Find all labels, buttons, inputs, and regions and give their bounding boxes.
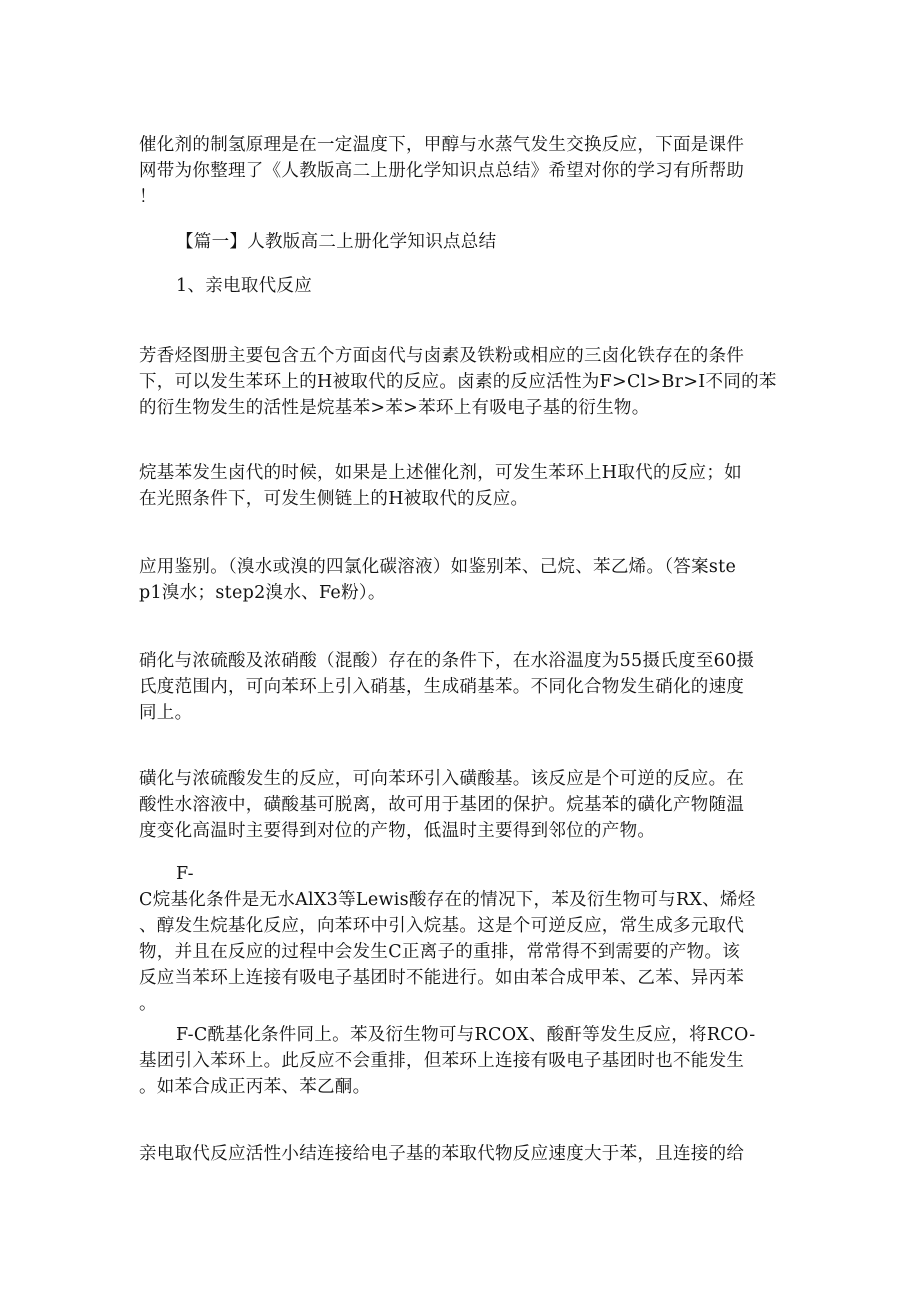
text-line: 下，可以发生苯环上的H被取代的反应。卤素的反应活性为F>Cl>Br>I不同的苯 (139, 372, 777, 392)
nitration-paragraph (139, 648, 775, 726)
identification-paragraph (139, 554, 775, 606)
text-line: 烷基苯发生卤代的时候，如果是上述催化剂，可发生苯环上H取代的反应；如 (139, 463, 742, 483)
text-line: 、醇发生烷基化反应，向苯环中引入烷基。这是个可逆反应，常生成多元取代 (139, 916, 745, 936)
text-line: 应用鉴别。（溴水或溴的四氯化碳溶液）如鉴别苯、己烷、苯乙烯。（答案ste (139, 557, 737, 577)
intro-paragraph (139, 132, 775, 210)
heading-text: 1、亲电取代反应 (176, 276, 313, 296)
text-line: 。 (139, 994, 157, 1014)
text-line: 酸性水溶液中，磺酸基可脱离，故可用于基团的保护。烷基苯的磺化产物随温 (139, 795, 745, 815)
alkylbenzene-paragraph (139, 460, 775, 512)
subsection-heading (176, 273, 776, 299)
activity-summary-paragraph (139, 1141, 775, 1167)
text-line: 在光照条件下，可发生侧链上的H被取代的反应。 (139, 489, 529, 509)
text-line: F-C酰基化条件同上。苯及衍生物可与RCOX、酸酐等发生反应，将RCO- (176, 1025, 756, 1045)
text-line: 氏度范围内，可向苯环上引入硝基，生成硝基苯。不同化合物发生硝化的速度 (139, 677, 745, 697)
text-line: 网带为你整理了《人教版高二上册化学知识点总结》希望对你的学习有所帮助 (139, 161, 745, 181)
text-line: 的衍生物发生的活性是烷基苯>苯>苯环上有吸电子基的衍生物。 (139, 398, 650, 418)
text-line: C烷基化条件是无水AlX3等Lewis酸存在的情况下，苯及衍生物可与RX、烯烃 (139, 890, 756, 910)
text-line: p1溴水；step2溴水、Fe粉）。 (139, 583, 386, 603)
heading-text: 【篇一】人教版高二上册化学知识点总结 (176, 232, 497, 252)
text-line: 亲电取代反应活性小结连接给电子基的苯取代物反应速度大于苯，且连接的给 (139, 1144, 745, 1164)
text-line: 反应当苯环上连接有吸电子基团时不能进行。如由苯合成甲苯、乙苯、异丙苯 (139, 968, 745, 988)
halogenation-paragraph (139, 343, 775, 421)
acylation-paragraph (139, 1022, 775, 1100)
text-line: 磺化与浓硫酸发生的反应，可向苯环引入磺酸基。该反应是个可逆的反应。在 (139, 769, 745, 789)
text-line: 硝化与浓硫酸及浓硝酸（混酸）存在的条件下，在水浴温度为55摄氏度至60摄 (139, 651, 755, 671)
text-line: 物，并且在反应的过程中会发生C正离子的重排，常常得不到需要的产物。该 (139, 942, 741, 962)
section-heading (176, 229, 776, 255)
text-line: 同上。 (139, 703, 193, 723)
text-line: 芳香烃图册主要包含五个方面卤代与卤素及铁粉或相应的三卤化铁存在的条件 (139, 346, 745, 366)
text-line: 度变化高温时主要得到对位的产物，低温时主要得到邻位的产物。 (139, 821, 656, 841)
text-line: 基团引入苯环上。此反应不会重排，但苯环上连接有吸电子基团时也不能发生 (139, 1051, 745, 1071)
alkylation-paragraph (139, 861, 775, 1017)
text-line: 催化剂的制氢原理是在一定温度下，甲醇与水蒸气发生交换反应，下面是课件 (139, 135, 745, 155)
sulfonation-paragraph (139, 766, 775, 844)
text-line: 。如苯合成正丙苯、苯乙酮。 (139, 1077, 371, 1097)
text-line: ！ (139, 187, 157, 207)
text-line: F- (176, 864, 194, 884)
